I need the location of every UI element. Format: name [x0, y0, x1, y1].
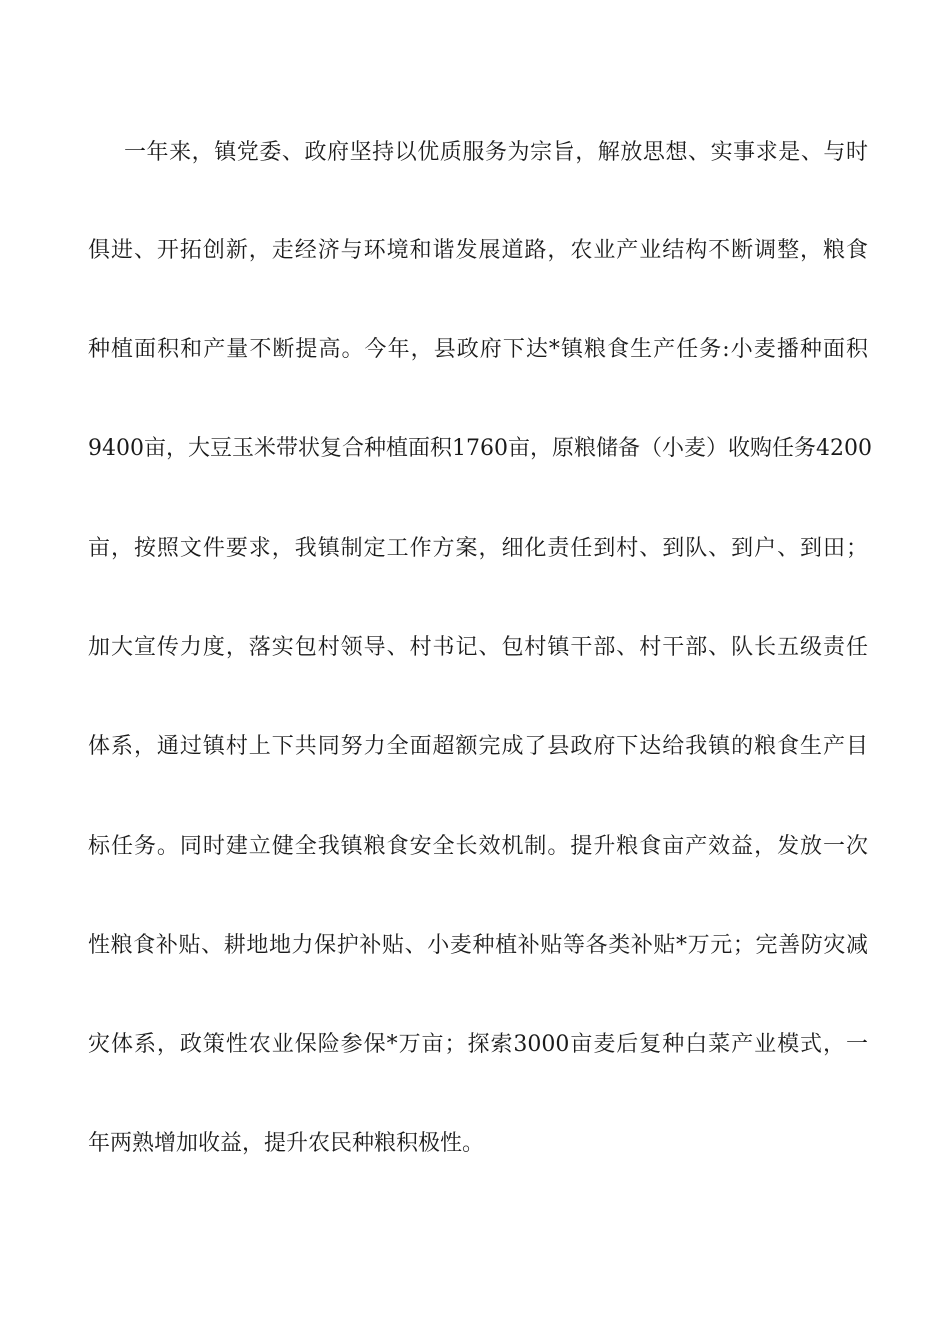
paragraph-line: 标任务。同时建立健全我镇粮食安全长效机制。提升粮食亩产效益，发放一次	[88, 834, 868, 859]
paragraph-line: 性粮食补贴、耕地地力保护补贴、小麦种植补贴等各类补贴*万元；完善防灾减	[88, 933, 868, 958]
paragraph-line: 俱进、开拓创新，走经济与环境和谐发展道路，农业产业结构不断调整，粮食	[88, 238, 868, 263]
paragraph-line: 年两熟增加收益，提升农民种粮积极性。	[88, 1131, 485, 1156]
paragraph-line: 9400亩，大豆玉米带状复合种植面积1760亩，原粮储备（小麦）收购任务4200	[88, 436, 872, 461]
paragraph-line: 加大宣传力度，落实包村领导、村书记、包村镇干部、村干部、队长五级责任	[88, 635, 868, 660]
paragraph-line: 亩，按照文件要求，我镇制定工作方案，细化责任到村、到队、到户、到田；	[88, 536, 868, 561]
paragraph-line: 一年来，镇党委、政府坚持以优质服务为宗旨，解放思想、实事求是、与时	[124, 140, 868, 165]
paragraph-line: 体系，通过镇村上下共同努力全面超额完成了县政府下达给我镇的粮食生产目	[88, 734, 868, 759]
paragraph-line: 种植面积和产量不断提高。今年，县政府下达*镇粮食生产任务:小麦播种面积	[88, 337, 868, 362]
paragraph-line: 灾体系，政策性农业保险参保*万亩；探索3000亩麦后复种白菜产业模式，一	[88, 1032, 868, 1057]
